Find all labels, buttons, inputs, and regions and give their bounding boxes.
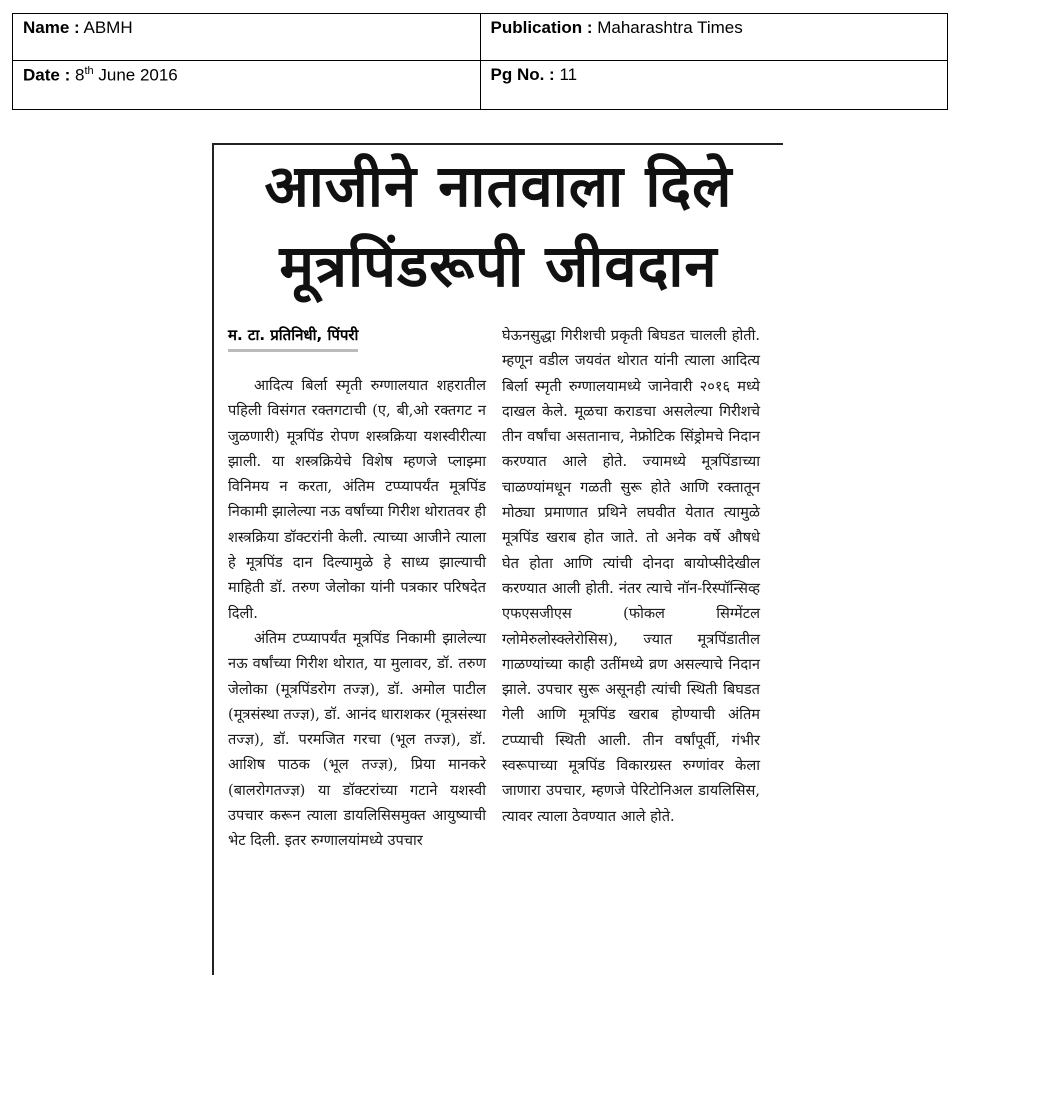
name-cell [13,14,481,61]
date-day: 8 [74,65,85,85]
date-label: Date : [23,65,71,85]
byline: म. टा. प्रतिनिधी, पिंपरी [228,325,358,352]
article-paragraph: आदित्य बिर्ला स्मृती रुग्णालयात शहरातील पहिली विसंगत रक्तगटाची (ए, बी,ओ रक्तगट न जुळणारी) मूत्रपिंड रोपण शस्त्रक्रिया यशस्वीरीत्या झाली. या शस्त्रक्रियेचे विशेष म्हणजे प्लाझ्मा विनिमय न करता, अंतिम टप्प्यापर्यंत मूत्रपिंड निकामी झालेल्या नऊ वर्षांच्या गिरीश थोरातवर ही शस्त्रक्रिया डॉक्टरांनी केली. त्याच्या आजीने त्याला हे मूत्रपिंड दान दिल्यामुळे हे साध्य झाल्याची माहिती डॉ. तरुण जेलोका यांनी पत्रकार परिषदेत दिली. [228,377,486,622]
byline-container [228,325,358,362]
date-suffix: th [84,65,94,77]
name-label: Name : [23,18,80,37]
article-column-right [502,323,760,829]
publication-label: Publication : [490,18,593,37]
newspaper-clipping [212,143,783,975]
name-value: ABMH [83,18,133,37]
publication-cell [480,14,948,61]
date-cell [13,61,481,110]
article-column-left [228,373,486,854]
page-value: 11 [559,65,578,84]
publication-value: Maharashtra Times [597,18,743,37]
article-paragraph: अंतिम टप्प्यापर्यंत मूत्रपिंड निकामी झालेल्या नऊ वर्षांच्या गिरीश थोरात, या मुलावर, डॉ. तरुण जेलोका (मूत्रपिंडरोग तज्ज्ञ), डॉ. अमोल पाटील (मूत्रसंस्था तज्ज्ञ), डॉ. आनंद धाराशकर (मूत्रसंस्था तज्ज्ञ), डॉ. परमजित गरचा (भूल तज्ज्ञ), डॉ. आशिष पाठक (भूल तज्ज्ञ), प्रिया मानकरे (बालरोगतज्ज्ञ) या डॉक्टरांच्या गटाने यशस्वी उपचार करून त्याला डायलिसिसमुक्त आयुष्याची भेट दिली. इतर रुग्णालयांमध्ये उपचार [228,629,486,850]
date-rest: June 2016 [98,65,178,85]
headline-line-1: आजीने नातवाला दिले [264,152,733,220]
headline-line-2: मूत्रपिंडरूपी जीवदान [279,232,718,300]
page-cell [480,61,948,110]
clipping-info-table [12,13,948,110]
page-label: Pg No. : [490,65,555,84]
article-paragraph: घेऊनसुद्धा गिरीशची प्रकृती बिघडत चालली होती. म्हणून वडील जयवंत थोरात यांनी त्याला आदित्य बिर्ला स्मृती रुग्णालयामध्ये जानेवारी २०१६ मध्ये दाखल केले. मूळचा कराडचा असलेल्या गिरीशचे तीन वर्षांचा असतानाच, नेफ्रोटिक सिंड्रोमचे निदान करण्यात आले होते. ज्यामध्ये मूत्रपिंडाच्या चाळण्यांमधून गळती सुरू होते आणि रक्तातून मोठ्या प्रमाणात प्रथिने लघवीत येतात त्यामुळे मूत्रपिंड खराब होत जाते. तो अनेक वर्षे औषधे घेत होता आणि त्यांची दोनदा बायोप्सीदेखील करण्यात आली होती. नंतर त्याचे नॉन-रिस्पॉन्सिव्ह एफएसजीएस (फोकल सिग्मेंटल ग्लोमेरुलोस्क्लेरोसिस), ज्यात मूत्रपिंडातील गाळण्यांच्या काही उतींमध्ये व्रण असल्याचे निदान झाले. उपचार सुरू असूनही त्यांची स्थिती बिघडत गेली आणि मूत्रपिंड खराब होण्याची अंतिम टप्प्याची स्थिती आली. तीन वर्षांपूर्वी, गंभीर स्वरूपाच्या मूत्रपिंड विकारग्रस्त रुग्णांवर केला जाणारा उपचार, म्हणजे पेरिटोनिअल डायलिसिस, त्यावर त्याला ठेवण्यात आले होते. [502,327,760,825]
